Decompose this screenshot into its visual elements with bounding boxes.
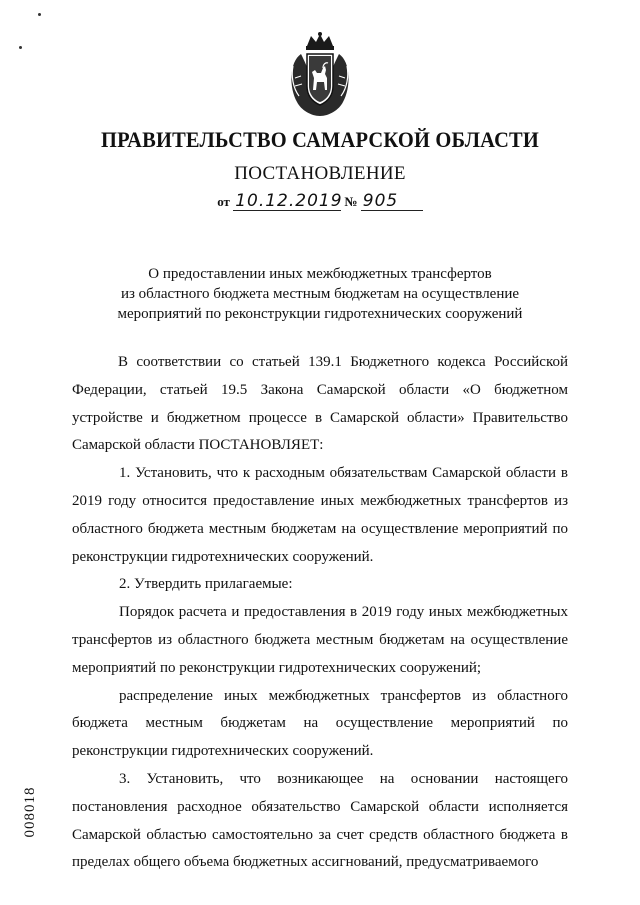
- body-paragraph: 3. Установить, что возникающее на основании настоящего постановления расходное обязательство Самарской области исполняется Самарской областью самостоятельно за счет средств областного бюджета в пределах общего объема бюджетных ассигнований, предусматриваемого: [72, 770, 568, 871]
- document-date-number: [0, 192, 640, 211]
- body-paragraph: Порядок расчета и предоставления в 2019 году иных межбюджетных трансфертов из областного бюджета местным бюджетам на осуществление мероприятий по реконструкции гидротехнических сооружений;: [72, 604, 568, 676]
- subject-line: мероприятий по реконструкции гидротехнических сооружений: [117, 306, 523, 322]
- document-date: 10.12.2019: [235, 191, 343, 211]
- scan-speck: [19, 46, 22, 49]
- document-subject: [0, 264, 640, 324]
- document-body: [72, 349, 568, 877]
- document-type: ПОСТАНОВЛЕНИЕ: [234, 163, 406, 184]
- body-paragraph: 2. Утвердить прилагаемые:: [119, 576, 293, 593]
- scan-speck: [38, 13, 41, 16]
- document-number: 905: [361, 192, 423, 211]
- date-prefix: от: [217, 194, 230, 209]
- coat-of-arms-icon: [287, 32, 353, 118]
- number-prefix: №: [344, 194, 358, 209]
- margin-serial-code: 008018: [22, 786, 38, 838]
- body-paragraph: распределение иных межбюджетных трансфертов из областного бюджета местным бюджетам на осуществление мероприятий по реконструкции гидротехнических сооружений.: [72, 687, 568, 760]
- subject-line: из областного бюджета местным бюджетам на осуществление: [120, 286, 520, 302]
- body-paragraph: В соответствии со статьей 139.1 Бюджетного кодекса Российской Федерации, статьей 19.5 Закона Самарской области «О бюджетном устройстве и бюджетном процессе в Самарской области» Правительство Самарской области ПОСТАНОВЛЯЕТ:: [72, 354, 568, 454]
- body-paragraph: 1. Установить, что к расходным обязательствам Самарской области в 2019 году относится предоставление иных межбюджетных трансфертов из областного бюджета местным бюджетам на осуществление мероприятий по реконструкции гидротехнических сооружений.: [72, 465, 568, 565]
- organization-title: ПРАВИТЕЛЬСТВО САМАРСКОЙ ОБЛАСТИ: [101, 127, 539, 152]
- subject-line: О предоставлении иных межбюджетных трансфертов: [148, 266, 492, 282]
